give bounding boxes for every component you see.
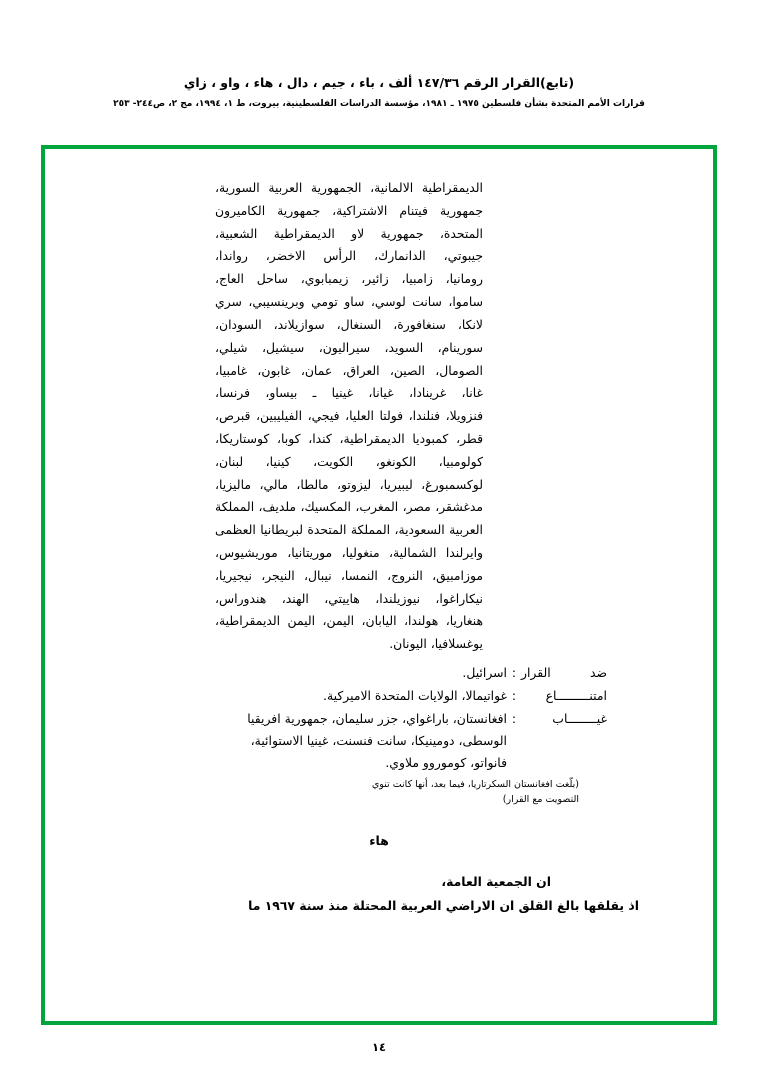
vote-value — [207, 685, 507, 707]
vote-value — [207, 662, 507, 684]
vote-value — [207, 708, 507, 774]
vote-label: ضد القرار — [521, 665, 607, 681]
country-line: العربية السعودية، المملكة المتحدة لبريطانيا العظمى — [215, 522, 483, 538]
country-line: ساموا، سانت لوسي، ساو تومي وبرينسيبي، سري — [215, 294, 483, 310]
country-line: جيبوتي، الدانمارك، الرأس الاخضر، رواندا، — [215, 248, 483, 264]
section-letter-heading: هاء — [369, 832, 389, 848]
green-bordered-frame — [41, 145, 717, 1025]
header-title: (تابع)القرار الرقم ١٤٧/٣٦ ألف ، باء ، جيم ، دال ، هاء ، واو ، زاي — [183, 75, 575, 90]
vote-label: امتنـــــــــاع — [545, 688, 607, 704]
vote-value-line: اسرائيل. — [462, 665, 507, 681]
body-line: ان الجمعية العامة، — [441, 873, 551, 889]
vote-row — [207, 685, 607, 707]
vote-label: غيــــــــاب — [552, 711, 607, 727]
vote-value-line: افغانستان، باراغواي، جزر سليمان، جمهورية افريقيا — [247, 711, 507, 727]
country-line: الصومال، الصين، العراق، عمان، غابون، غامبيا، — [215, 362, 483, 378]
country-line: هنغاريا، هولندا، اليابان، اليمن، اليمن الديمقراطية، — [215, 613, 483, 629]
country-line: رومانيا، زامبيا، زائير، زيمبابوي، ساحل العاج، — [215, 271, 483, 287]
country-line: المتحدة، جمهورية لاو الديمقراطية الشعبية، — [215, 225, 483, 241]
country-line: سورينام، السويد، سيراليون، سيشيل، شيلي، — [215, 339, 483, 355]
country-line: يوغسلافيا، اليونان. — [389, 636, 483, 652]
document-content — [45, 177, 713, 918]
page-number: ١٤ — [371, 1040, 387, 1054]
footnote-line: التصويت مع القرار) — [502, 793, 579, 805]
country-line: جمهورية فيتنام الاشتراكية، جمهورية الكاميرون — [215, 202, 483, 218]
footnote-line: (بلّغت افغانستان السكرتاريا، فيما بعد، أنها كانت تنوي — [371, 779, 579, 791]
vote-value-line: الوسطى، دومينيكا، سانت فنسنت، غينيا الاستوائية، — [250, 733, 507, 749]
vote-value-line: غواتيمالا، الولايات المتحدة الاميركية. — [323, 688, 507, 704]
body-line: اذ يقلقها بالغ القلق ان الاراضي العربية المحتلة منذ سنة ١٩٦٧ ما — [248, 898, 639, 914]
vote-results — [207, 662, 607, 774]
vote-colon: : — [511, 665, 517, 681]
footnote-text — [329, 778, 579, 807]
country-line: كولومبيا، الكونغو، الكويت، كينيا، لبنان، — [215, 453, 483, 469]
body-paragraph — [221, 870, 639, 918]
country-line: موزامبيق، النروج، النمسا، نيبال، النيجر، نيجيريا، — [215, 567, 483, 583]
country-line: غانا، غرينادا، غيانا، غينيا ـ بيساو، فرنسا، — [215, 385, 483, 401]
country-line: قطر، كمبوديا الديمقراطية، كندا، كوبا، كوستاريكا، — [215, 430, 483, 446]
country-line: نيكاراغوا، نيوزيلندا، هاييتي، الهند، هندوراس، — [215, 590, 483, 606]
vote-row — [207, 662, 607, 684]
vote-colon: : — [511, 711, 517, 727]
header-subtitle: قرارات الأمم المتحدة بشأن فلسطين ١٩٧٥ ـ ١٩٨١، مؤسسة الدراسات الفلسطينية، بيروت، ط ١، ١٩٩٤، مج ٢، ص٢٤٤- ٢٥٣ — [113, 98, 645, 109]
country-line: الديمقراطية الالمانية، الجمهورية العربية السورية، — [215, 180, 483, 195]
country-line: لوكسمبورغ، ليبيريا، ليزوتو، مالطا، مالي، ماليزيا، — [215, 476, 483, 492]
countries-paragraph — [215, 177, 483, 656]
country-line: مدغشقر، مصر، المغرب، المكسيك، ملديف، المملكة — [215, 499, 483, 515]
vote-value-line: فانواتو، كوموروو ملاوي. — [385, 755, 507, 771]
vote-row — [207, 708, 607, 774]
country-line: وايرلندا الشمالية، منغوليا، موريتانيا، موريشيوس، — [215, 545, 483, 560]
vote-colon: : — [511, 688, 517, 704]
country-line: لانكا، سنغافورة، السنغال، سوازيلاند، السودان، — [215, 316, 483, 332]
document-header — [0, 0, 758, 111]
country-line: فنزويلا، فنلندا، فولتا العليا، فيجي، الفيليبين، قبرص، — [215, 408, 483, 424]
